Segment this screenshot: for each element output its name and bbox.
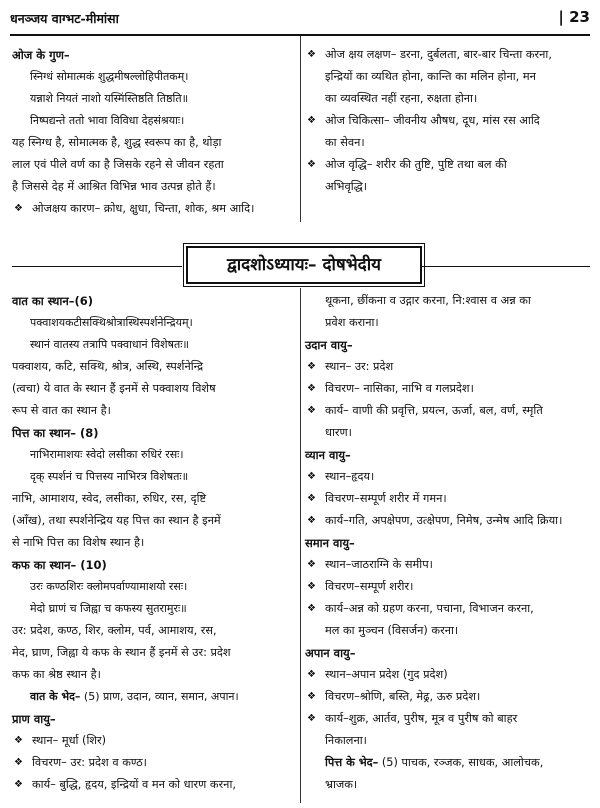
- list-item: ❖ कार्य–अन्न को ग्रहण करना, पचाना, विभाजन करना, मल का मुञ्चन (विसर्जन) करना।: [305, 598, 590, 642]
- diamond-bullet-icon: ❖: [14, 735, 23, 746]
- chapter-rule-right: [422, 266, 590, 267]
- text-line: उर: प्रदेश, कण्ठ, शिर, क्लोम, पर्व, आमाशय, रस,: [12, 624, 217, 637]
- text-line: (आँख), तथा स्पर्शनेन्द्रिय यह पित्त का स्थान है इनमें: [12, 514, 221, 527]
- verse-line: स्थानं वातस्य तत्रापि पक्वाधानं विशेषतः॥: [30, 338, 190, 351]
- verse-line: मेदो घ्राणं च जिह्वा च कफस्य सुतरामुरः॥: [30, 602, 187, 615]
- text-line: नाभि, आमाशय, स्वेद, लसीका, रुधिर, रस, दृष्टि: [12, 492, 207, 505]
- pitta-location-heading: पित्त का स्थान– (8): [12, 426, 99, 440]
- apana-heading: अपान वायु–: [305, 646, 356, 660]
- chapter-rule-left: [12, 266, 182, 267]
- diamond-bullet-icon: ❖: [307, 405, 316, 416]
- diamond-bullet-icon: ❖: [307, 471, 316, 482]
- list-item: ❖ स्थान– मूर्धा (शिर): [12, 730, 297, 752]
- list-item: ❖ स्थान–अपान प्रदेश (गुद प्रदेश): [305, 664, 590, 686]
- text-line: से नाभि पित्त का विशेष स्थान है।: [12, 536, 145, 549]
- diamond-bullet-icon: ❖: [14, 779, 23, 790]
- list-item: ❖ कार्य– बुद्धि, हृदय, इन्द्रियों व मन को धारण करना,: [12, 774, 297, 796]
- diamond-bullet-icon: ❖: [307, 669, 316, 680]
- diamond-bullet-icon: ❖: [307, 383, 316, 394]
- top-left-column: [12, 44, 297, 220]
- udana-heading: उदान वायु–: [305, 338, 353, 352]
- list-item: ❖ ओजक्षय कारण– क्रोध, क्षुधा, चिन्ता, शोक, श्रम आदि।: [12, 198, 297, 220]
- diamond-bullet-icon: ❖: [307, 691, 316, 702]
- list-item: ❖ विचरण–सम्पूर्ण शरीर में गमन।: [305, 488, 590, 510]
- bottom-left-column: [12, 290, 297, 796]
- top-right-column: [305, 44, 590, 198]
- list-item: ❖ स्थान–हृदय।: [305, 466, 590, 488]
- verse-line: नाभिरामाशयः स्वेदो लसीका रुधिरं रसः।: [30, 448, 184, 461]
- text-line: है जिससे देह में आश्रित विभिन्न भाव उत्पन्न होते हैं।: [12, 180, 216, 193]
- pitta-types-label: पित्त के भेद–: [325, 756, 379, 769]
- list-item: ❖ कार्य– वाणी की प्रवृत्ति, प्रयत्न, ऊर्जा, बल, वर्ण, स्मृति धारण।: [305, 400, 590, 444]
- text-line: (त्वचा) ये वात के स्थान हैं इनमें से पक्वाशय विशेष: [12, 382, 216, 395]
- diamond-bullet-icon: ❖: [307, 559, 316, 570]
- verse-line: पक्वाशयकटीसक्थिश्रोत्रास्थिस्पर्शनेन्द्रियम्।: [30, 316, 193, 329]
- diamond-bullet-icon: ❖: [307, 115, 316, 126]
- diamond-bullet-icon: ❖: [307, 361, 316, 372]
- column-divider-bottom: [300, 288, 301, 803]
- text-line: प्रवेश कराना।: [325, 316, 379, 329]
- list-item: ❖ स्थान– उर: प्रदेश: [305, 356, 590, 378]
- chapter-title: द्वादशोऽध्यायः– दोषभेदीय: [186, 246, 422, 284]
- text-line: लाल एवं पीले वर्ण का है जिसके रहने से जीवन रहता: [12, 158, 224, 171]
- vata-types-text: (5) प्राण, उदान, व्यान, समान, अपान।: [83, 690, 239, 703]
- diamond-bullet-icon: ❖: [14, 757, 23, 768]
- verse-line: निष्पद्यन्ते ततो भावा विविधा देहसंश्रयाः।: [30, 114, 185, 127]
- text-line: यह स्निग्ध है, सोमात्मक है, शुद्ध स्वरूप का है, थोड़ा: [12, 136, 222, 149]
- vata-types-label: वात के भेद–: [30, 690, 81, 703]
- diamond-bullet-icon: ❖: [307, 581, 316, 592]
- page-number: | 23: [558, 8, 590, 26]
- verse-line: दृक् स्पर्शनं च पित्तस्य नाभिरत्र विशेषतः॥: [30, 470, 189, 483]
- verse-line: स्निग्धं सोमात्मकं शुद्धमीषल्लोहिपीतकम्।: [30, 70, 189, 83]
- text-line: पक्वाशय, कटि, सक्थि, श्रोत्र, अस्थि, स्पर्शनेन्द्रि: [12, 360, 204, 373]
- diamond-bullet-icon: ❖: [307, 713, 316, 724]
- pitta-types-cont: भ्राजक।: [325, 778, 358, 791]
- kapha-location-heading: कफ का स्थान– (10): [12, 558, 107, 572]
- verse-line: उरः कण्ठशिरः क्लोमपर्वाण्यामाशयो रसः।: [30, 580, 188, 593]
- page-header: [10, 4, 590, 36]
- diamond-bullet-icon: ❖: [307, 603, 316, 614]
- list-item: ❖ कार्य–गति, अपक्षेपण, उत्क्षेपण, निमेष, उन्मेष आदि क्रिया।: [305, 510, 590, 532]
- list-item: ❖ कार्य–शुक्र, आर्तव, पुरीष, मूत्र व पुरीष को बाहर निकालना।: [305, 708, 590, 752]
- list-item: ❖ विचरण–सम्पूर्ण शरीर।: [305, 576, 590, 598]
- text-line: कफ का श्रेष्ठ स्थान है।: [12, 668, 101, 681]
- list-item: ❖ ओज वृद्धि– शरीर की तुष्टि, पुष्टि तथा बल की अभिवृद्धि।: [305, 154, 590, 198]
- diamond-bullet-icon: ❖: [307, 159, 316, 170]
- column-divider-top: [300, 36, 301, 222]
- verse-line: यन्नाशे नियतं नाशो यस्मिंस्तिष्ठति तिष्ठति॥: [30, 92, 189, 105]
- list-item: ❖ विचरण– नासिका, नाभि व गलप्रदेश।: [305, 378, 590, 400]
- samana-heading: समान वायु–: [305, 536, 355, 550]
- pitta-types-text: (5) पाचक, रञ्जक, साधक, आलोचक,: [381, 756, 544, 769]
- running-title: धनञ्जय वाग्भट-मीमांसा: [10, 11, 119, 26]
- vata-location-heading: वात का स्थान–(6): [12, 294, 93, 308]
- diamond-bullet-icon: ❖: [307, 515, 316, 526]
- text-line: रूप से वात का स्थान है।: [12, 404, 111, 417]
- vata-types-line: [12, 686, 297, 708]
- list-item: ❖ ओज क्षय लक्षण– डरना, दुर्बलता, बार-बार चिन्ता करना, इन्द्रियों का व्यथित होना, कान्ति का मलिन होना, मन का व्यवस्थित नहीं रहना, रुक्षता होना।: [305, 44, 590, 110]
- text-line: थूकना, छींकना व उद्गार करना, नि:श्वास व अन्न का: [325, 294, 531, 307]
- vyana-heading: व्यान वायु–: [305, 448, 351, 462]
- prana-heading: प्राण वायु–: [12, 712, 56, 726]
- list-item: ❖ विचरण– उर: प्रदेश व कण्ठ।: [12, 752, 297, 774]
- list-item: ❖ स्थान–जाठराग्नि के समीप।: [305, 554, 590, 576]
- diamond-bullet-icon: ❖: [14, 203, 23, 214]
- bottom-right-column: [305, 290, 590, 796]
- pitta-types-line: [305, 752, 590, 774]
- list-item: ❖ ओज चिकित्सा– जीवनीय औषध, दूध, मांस रस आदि का सेवन।: [305, 110, 590, 154]
- text-line: मेद, घ्राण, जिह्वा ये कफ के स्थान हैं इनमें से उर: प्रदेश: [12, 646, 231, 659]
- ojas-qualities-heading: ओज के गुण–: [12, 48, 70, 62]
- diamond-bullet-icon: ❖: [307, 49, 316, 60]
- diamond-bullet-icon: ❖: [307, 493, 316, 504]
- list-item: ❖ विचरण–श्रोणि, बस्ति, मेढ्र, ऊरु प्रदेश।: [305, 686, 590, 708]
